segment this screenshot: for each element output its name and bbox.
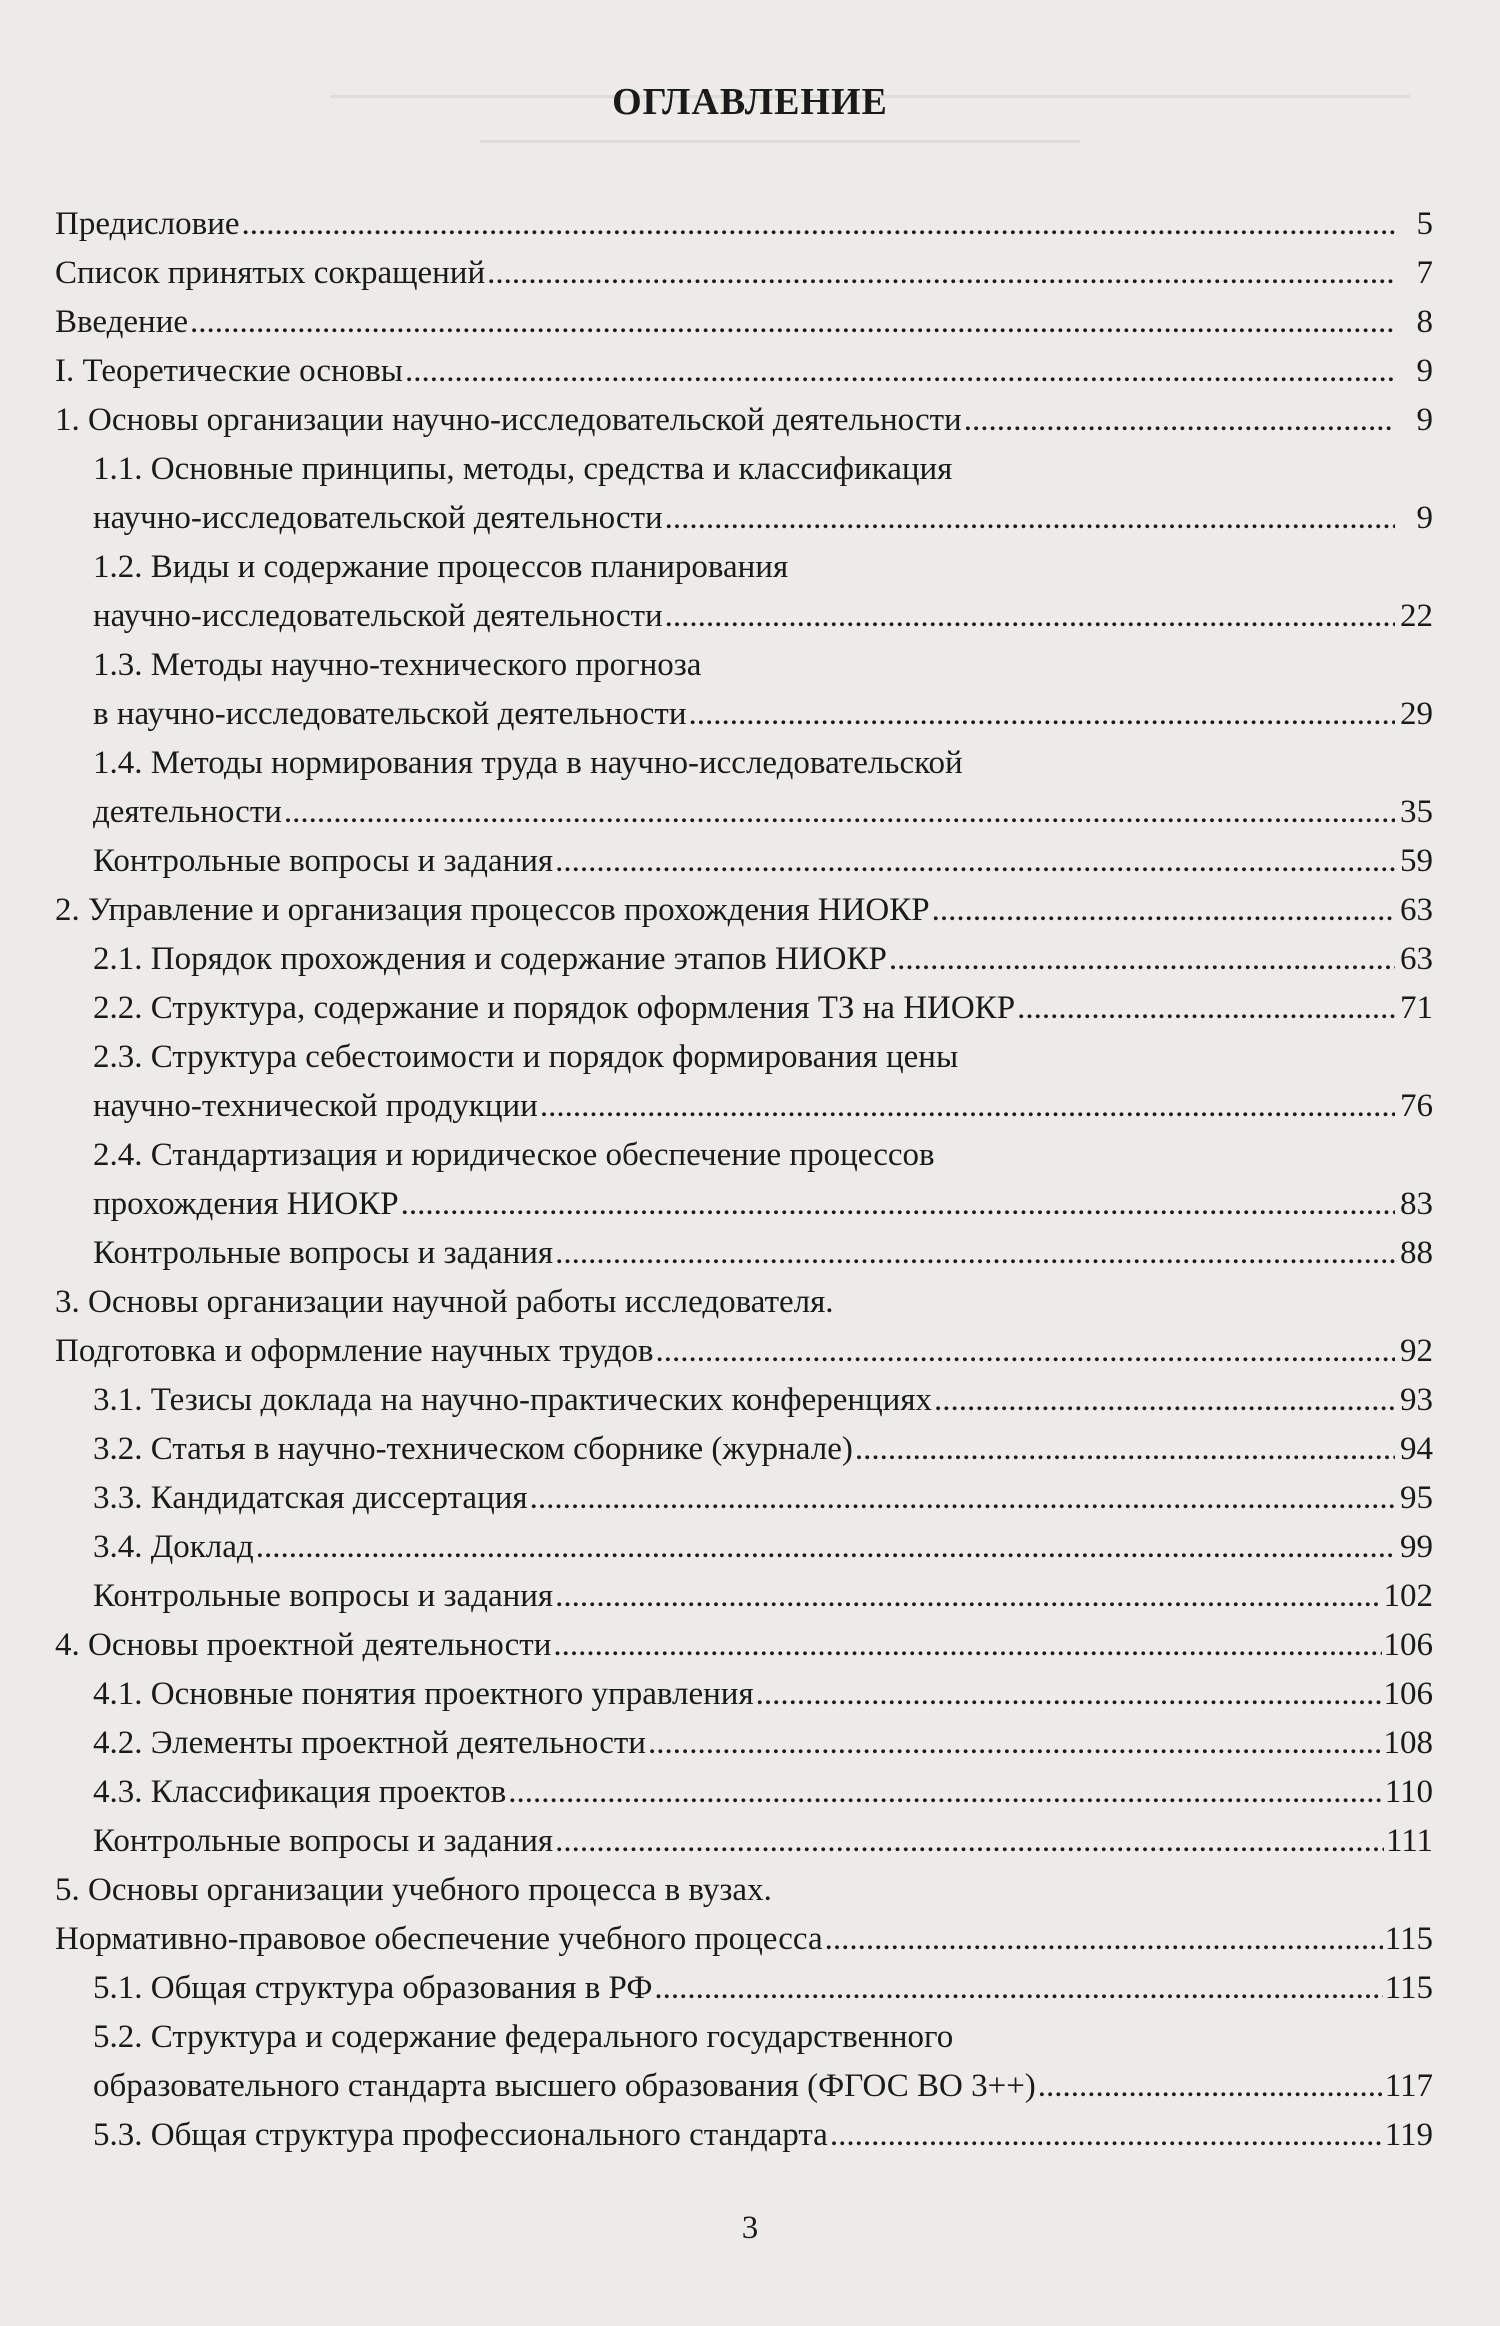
toc-entry[interactable] [55, 1474, 1433, 1523]
dot-leader [508, 1768, 1383, 1817]
toc-entry-title-line: 1.2. Виды и содержание процессов планирования [93, 549, 789, 585]
toc-entry[interactable] [55, 1670, 1433, 1719]
toc-entry-row [55, 298, 1433, 347]
dot-leader [284, 788, 1395, 837]
toc-entry-title: 4.2. Элементы проектной деятельности [93, 1725, 646, 1761]
toc-entry[interactable] [55, 1817, 1433, 1866]
toc-entry-page: 119 [1384, 2117, 1433, 2153]
toc-entry-row [93, 1376, 1433, 1425]
toc-entry[interactable] [55, 249, 1433, 298]
toc-entry-title: деятельности [93, 794, 282, 830]
toc-entry-row [93, 592, 1433, 641]
toc-entry-title: 4. Основы проектной деятельности [55, 1627, 552, 1663]
toc-entry-title: 5.1. Общая структура образования в РФ [93, 1970, 653, 2006]
toc-entry[interactable] [55, 543, 1433, 641]
toc-entry-title: в научно-исследовательской деятельности [93, 696, 687, 732]
dot-leader [242, 200, 1396, 249]
toc-entry-row [55, 200, 1433, 249]
toc-entry-page: 110 [1384, 1774, 1433, 1810]
toc-entry-row [55, 249, 1433, 298]
toc-entry-row [93, 1670, 1433, 1719]
toc-entry-row [93, 2111, 1433, 2160]
toc-entry-title-line: 1.4. Методы нормирования труда в научно-исследовательской [93, 745, 963, 781]
toc-entry-title: научно-исследовательской деятельности [93, 500, 663, 536]
toc-entry-title: прохождения НИОКР [93, 1186, 399, 1222]
toc-entry-page: 111 [1385, 1823, 1433, 1859]
page-title: ОГЛАВЛЕНИЕ [612, 81, 888, 123]
dot-leader [487, 249, 1395, 298]
dot-leader [555, 1817, 1384, 1866]
dot-leader [1038, 2062, 1383, 2111]
toc-entry-title: Список принятых сокращений [55, 255, 486, 291]
toc-entry[interactable] [55, 1425, 1433, 1474]
toc-entry[interactable] [55, 347, 1433, 396]
toc-entry-row [93, 494, 1433, 543]
toc-entry-page: 115 [1384, 1921, 1433, 1957]
toc-entry-row [93, 1474, 1433, 1523]
toc-entry[interactable] [55, 1866, 1433, 1964]
toc-entry-page: 59 [1400, 843, 1433, 879]
toc-entry-title: 1. Основы организации научно-исследовательской деятельности [55, 402, 962, 438]
toc-entry-row [55, 1621, 1433, 1670]
toc-entry-title: Введение [55, 304, 189, 340]
toc-entry-title-line: 1.3. Методы научно-технического прогноза [93, 647, 702, 683]
toc-entry-row [93, 2062, 1433, 2111]
bleed-through-shadow [480, 140, 1080, 149]
toc-entry-row [93, 935, 1433, 984]
toc-entry[interactable] [55, 1033, 1433, 1131]
toc-entry-title: 2.1. Порядок прохождения и содержание этапов НИОКР [93, 941, 887, 977]
dot-leader [830, 2111, 1383, 2160]
toc-entry-title: научно-исследовательской деятельности [93, 598, 663, 634]
dot-leader [654, 1964, 1382, 2013]
dot-leader [530, 1474, 1395, 1523]
toc-entry[interactable] [55, 739, 1433, 837]
toc-entry-page: 63 [1400, 941, 1433, 977]
dot-leader [1017, 984, 1395, 1033]
toc-entry-title-line: 3. Основы организации научной работы исследователя. [55, 1284, 834, 1320]
toc-entry-title: 3.2. Статья в научно-техническом сборнике (журнале) [93, 1431, 853, 1467]
toc-entry[interactable] [55, 886, 1433, 935]
toc-entry-page: 76 [1400, 1088, 1433, 1124]
toc-entry-page: 9 [1416, 353, 1433, 389]
toc-entry-page: 102 [1383, 1578, 1433, 1614]
dot-leader [555, 1229, 1395, 1278]
toc-entry-title: Контрольные вопросы и задания [93, 1578, 554, 1614]
toc-entry-row [55, 1327, 1433, 1376]
toc-entry-page: 9 [1416, 402, 1433, 438]
toc-entry[interactable] [55, 641, 1433, 739]
dot-leader [190, 298, 1395, 347]
toc-entry-title: Нормативно-правовое обеспечение учебного процесса [55, 1921, 823, 1957]
toc-entry-title: 4.1. Основные понятия проектного управления [93, 1676, 754, 1712]
toc-entry-title: 2.2. Структура, содержание и порядок оформления ТЗ на НИОКР [93, 990, 1016, 1026]
toc-entry-page: 88 [1400, 1235, 1433, 1271]
dot-leader [655, 1327, 1395, 1376]
toc-entry-title: образовательного стандарта высшего образования (ФГОС ВО 3++) [93, 2068, 1036, 2104]
toc-entry-title: I. Теоретические основы [55, 353, 403, 389]
toc-entry-row [93, 1229, 1433, 1278]
table-of-contents [55, 200, 1433, 2160]
toc-entry-page: 7 [1416, 255, 1433, 291]
dot-leader [256, 1523, 1395, 1572]
toc-entry-row [93, 1817, 1433, 1866]
toc-entry[interactable] [55, 298, 1433, 347]
toc-entry-row [93, 1082, 1433, 1131]
dot-leader [964, 396, 1395, 445]
dot-leader [553, 1621, 1381, 1670]
toc-entry-title: 3.3. Кандидатская диссертация [93, 1480, 528, 1516]
toc-entry-page: 83 [1400, 1186, 1433, 1222]
toc-entry-title: Контрольные вопросы и задания [93, 1823, 554, 1859]
toc-entry-page: 95 [1400, 1480, 1433, 1516]
toc-entry[interactable] [55, 2013, 1433, 2111]
toc-entry-page: 92 [1400, 1333, 1433, 1369]
toc-entry[interactable] [55, 1964, 1433, 2013]
toc-entry-title-line: 5. Основы организации учебного процесса в вузах. [55, 1872, 772, 1908]
toc-entry-title: 2. Управление и организация процессов прохождения НИОКР [55, 892, 930, 928]
toc-entry-title-line: 5.2. Структура и содержание федерального государственного [93, 2019, 954, 2055]
toc-entry-row [93, 1523, 1433, 1572]
toc-entry[interactable] [55, 984, 1433, 1033]
dot-leader [934, 1376, 1395, 1425]
toc-entry[interactable] [55, 837, 1433, 886]
dot-leader [540, 1082, 1395, 1131]
toc-entry-page: 117 [1384, 2068, 1433, 2104]
dot-leader [648, 1719, 1382, 1768]
toc-entry-title: Контрольные вопросы и задания [93, 843, 554, 879]
toc-entry-title-line: 2.4. Стандартизация и юридическое обеспечение процессов [93, 1137, 935, 1173]
toc-entry-page: 99 [1400, 1529, 1433, 1565]
toc-entry-page: 63 [1400, 892, 1433, 928]
toc-entry[interactable] [55, 1621, 1433, 1670]
toc-entry[interactable] [55, 1131, 1433, 1229]
toc-entry-title: Предисловие [55, 206, 240, 242]
dot-leader [855, 1425, 1395, 1474]
toc-entry-row [93, 690, 1433, 739]
toc-entry-page: 106 [1383, 1627, 1433, 1663]
toc-entry-page: 115 [1384, 1970, 1433, 2006]
toc-entry-row [93, 1180, 1433, 1229]
dot-leader [889, 935, 1395, 984]
dot-leader [825, 1915, 1383, 1964]
dot-leader [756, 1670, 1382, 1719]
toc-entry-page: 29 [1400, 696, 1433, 732]
toc-entry-row [55, 396, 1433, 445]
toc-entry-row [93, 1719, 1433, 1768]
dot-leader [688, 690, 1395, 739]
toc-entry-title: научно-технической продукции [93, 1088, 538, 1124]
toc-entry-page: 93 [1400, 1382, 1433, 1418]
toc-entry-title: 3.1. Тезисы доклада на научно-практических конференциях [93, 1382, 933, 1418]
toc-entry[interactable] [55, 396, 1433, 445]
toc-entry-row [93, 1964, 1433, 2013]
toc-entry[interactable] [55, 935, 1433, 984]
dot-leader [665, 592, 1395, 641]
toc-entry-row [55, 347, 1433, 396]
toc-entry-row [93, 1768, 1433, 1817]
toc-entry[interactable] [55, 1719, 1433, 1768]
toc-entry-row [93, 837, 1433, 886]
toc-entry-page: 9 [1416, 500, 1433, 536]
toc-entry-title: 4.3. Классификация проектов [93, 1774, 507, 1810]
dot-leader [405, 347, 1395, 396]
toc-entry-row [93, 984, 1433, 1033]
toc-entry-title-line: 2.3. Структура себестоимости и порядок формирования цены [93, 1039, 959, 1075]
toc-entry[interactable] [55, 1768, 1433, 1817]
toc-entry[interactable] [55, 1572, 1433, 1621]
toc-entry-page: 106 [1383, 1676, 1433, 1712]
toc-entry-row [93, 788, 1433, 837]
dot-leader [665, 494, 1395, 543]
toc-entry-title-line: 1.1. Основные принципы, методы, средства и классификация [93, 451, 953, 487]
toc-entry[interactable] [55, 445, 1433, 543]
dot-leader [555, 1572, 1381, 1621]
toc-entry-title: Контрольные вопросы и задания [93, 1235, 554, 1271]
toc-entry[interactable] [55, 1229, 1433, 1278]
toc-entry[interactable] [55, 2111, 1433, 2160]
dot-leader [401, 1180, 1395, 1229]
toc-entry[interactable] [55, 200, 1433, 249]
toc-entry-title: 3.4. Доклад [93, 1529, 254, 1565]
toc-entry-page: 35 [1400, 794, 1433, 830]
toc-entry-page: 108 [1383, 1725, 1433, 1761]
toc-entry-row [55, 886, 1433, 935]
toc-entry[interactable] [55, 1523, 1433, 1572]
toc-entry[interactable] [55, 1278, 1433, 1376]
toc-entry-page: 5 [1416, 206, 1433, 242]
toc-entry-page: 71 [1400, 990, 1433, 1026]
dot-leader [932, 886, 1395, 935]
page-number: 3 [741, 2210, 759, 2246]
toc-entry-title: Подготовка и оформление научных трудов [55, 1333, 654, 1369]
toc-entry-row [55, 1915, 1433, 1964]
dot-leader [555, 837, 1395, 886]
toc-entry[interactable] [55, 1376, 1433, 1425]
toc-entry-page: 8 [1416, 304, 1433, 340]
toc-entry-row [93, 1425, 1433, 1474]
toc-entry-row [93, 1572, 1433, 1621]
toc-entry-page: 94 [1400, 1431, 1433, 1467]
toc-entry-title: 5.3. Общая структура профессионального стандарта [93, 2117, 828, 2153]
toc-entry-page: 22 [1400, 598, 1433, 634]
